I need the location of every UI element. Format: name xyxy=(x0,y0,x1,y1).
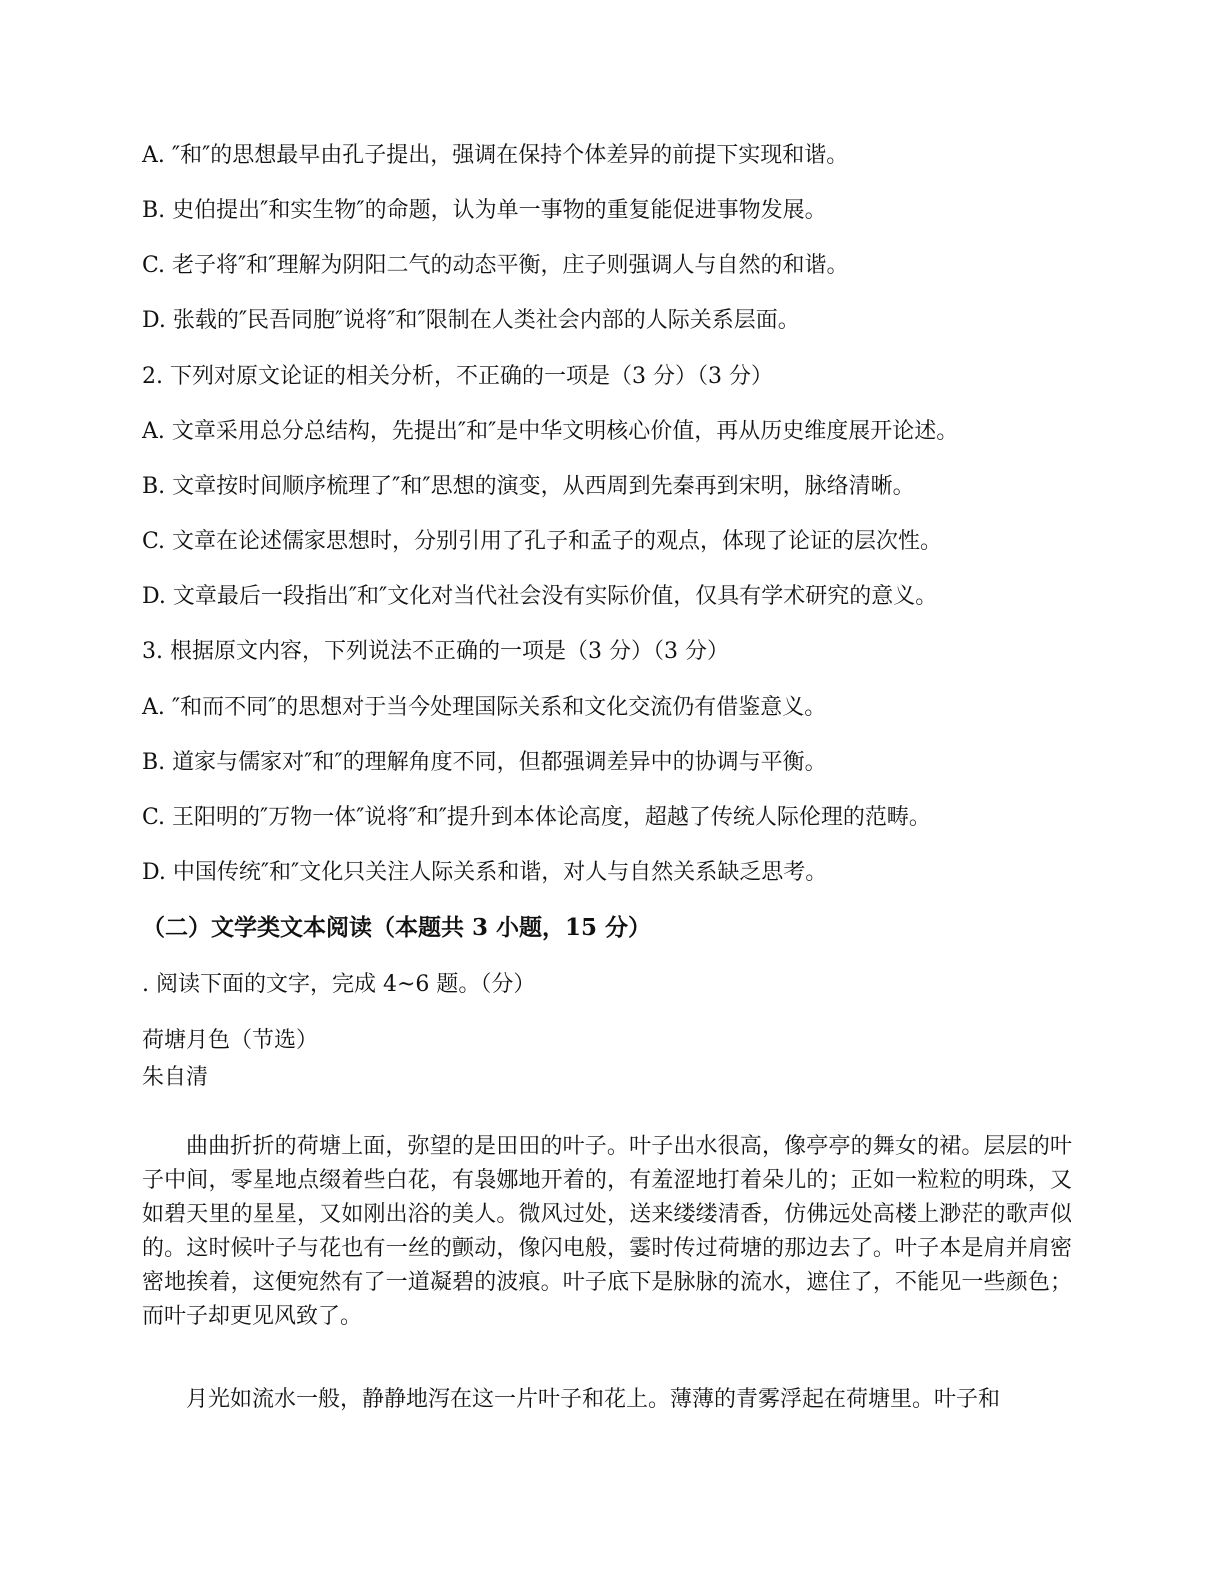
section-heading: （二）文学类文本阅读（本题共 3 小题，15 分） xyxy=(142,914,652,941)
passage-paragraph-2: 月光如流水一般，静静地泻在这一片叶子和花上。薄薄的青雾浮起在荷塘里。叶子和 xyxy=(186,1387,1001,1412)
q2-option-d: D. 文章最后一段指出″和″文化对当代社会没有实际价值，仅具有学术研究的意义。 xyxy=(142,584,938,609)
q3-option-d: D. 中国传统″和″文化只关注人际关系和谐，对人与自然关系缺乏思考。 xyxy=(142,860,828,885)
q3-stem: 3. 根据原文内容，下列说法不正确的一项是（3 分）（3 分） xyxy=(142,639,729,664)
q3-option-c: C. 王阳明的″万物一体″说将″和″提升到本体论高度，超越了传统人际伦理的范畴。 xyxy=(142,805,931,830)
q1-option-d: D. 张载的″民吾同胞″说将″和″限制在人类社会内部的人际关系层面。 xyxy=(142,308,800,333)
q2-option-a: A. 文章采用总分总结构，先提出″和″是中华文明核心价值，再从历史维度展开论述。 xyxy=(142,419,959,444)
reading-instruction: . 阅读下面的文字，完成 4~6 题。（分） xyxy=(142,972,536,997)
q1-option-a: A. ″和″的思想最早由孔子提出，强调在保持个体差异的前提下实现和谐。 xyxy=(142,143,849,168)
q2-option-b: B. 文章按时间顺序梳理了″和″思想的演变，从西周到先秦再到宋明，脉络清晰。 xyxy=(142,474,915,499)
passage-author: 朱自清 xyxy=(142,1065,209,1090)
q3-option-a: A. ″和而不同″的思想对于当今处理国际关系和文化交流仍有借鉴意义。 xyxy=(142,695,827,720)
q2-option-c: C. 文章在论述儒家思想时，分别引用了孔子和孟子的观点，体现了论证的层次性。 xyxy=(142,529,943,554)
passage-title: 荷塘月色（节选） xyxy=(142,1028,319,1053)
q1-option-b: B. 史伯提出″和实生物″的命题，认为单一事物的重复能促进事物发展。 xyxy=(142,198,827,223)
passage-paragraph-1: 曲曲折折的荷塘上面，弥望的是田田的叶子。叶子出水很高，像亭亭的舞女的裙。层层的叶子中间，零星地点缀着些白花，有袅娜地开着的，有羞涩地打着朵儿的；正如一粒粒的明珠，又如碧天里的星星，又如刚出浴的美人。微风过处，送来缕缕清香，仿佛远处高楼上渺茫的歌声似的。这时候叶子与花也有一丝的颤动，像闪电般，霎时传过荷塘的那边去了。叶子本是肩并肩密密地挨着，这便宛然有了一道凝碧的波痕。叶子底下是脉脉的流水，遮住了，不能见一些颜色；而叶子却更见风致了。 xyxy=(142,1134,1072,1329)
q2-stem: 2. 下列对原文论证的相关分析，不正确的一项是（3 分）（3 分） xyxy=(142,364,773,389)
q3-option-b: B. 道家与儒家对″和″的理解角度不同，但都强调差异中的协调与平衡。 xyxy=(142,750,827,775)
q1-option-c: C. 老子将″和″理解为阴阳二气的动态平衡，庄子则强调人与自然的和谐。 xyxy=(142,253,849,278)
